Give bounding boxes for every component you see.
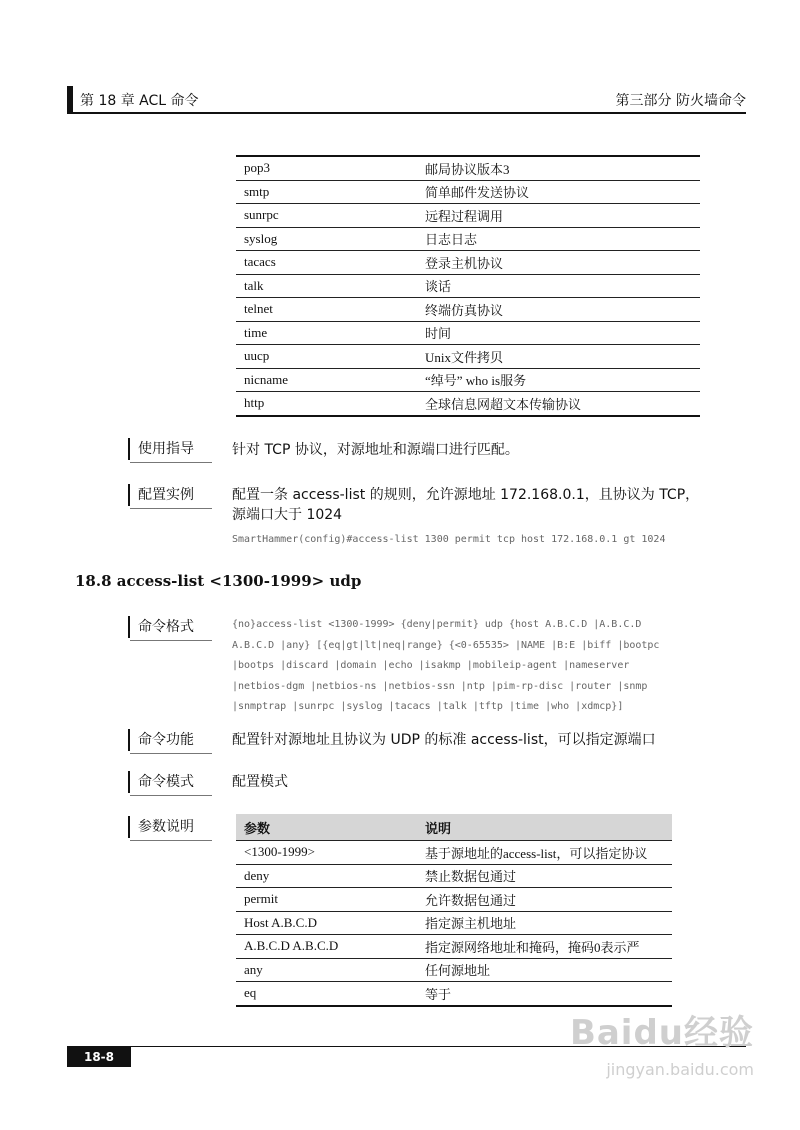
section-title: 18.8 access-list <1300-1999> udp (75, 572, 362, 590)
part-title: 第三部分 防火墙命令 (615, 93, 746, 109)
cell-desc: 基于源地址的access-list，可以指定协议 (417, 841, 672, 865)
example-text-line2: 源端口大于 1024 (232, 507, 343, 523)
cell-name: deny (236, 864, 417, 888)
cell-desc: “绰号” who is服务 (417, 368, 700, 392)
watermark-brand: Baidu经验 (569, 1013, 754, 1053)
format-line: |snmptrap |sunrpc |syslog |tacacs |talk |tftp |time |who |xdmcp}] (232, 701, 624, 712)
cell-desc: 时间 (417, 321, 700, 345)
usage-text: 针对 TCP 协议，对源地址和源端口进行匹配。 (232, 442, 519, 458)
ports-table (236, 155, 700, 417)
table-row (236, 911, 672, 935)
cell-desc: 谈话 (417, 274, 700, 298)
table-row (236, 368, 700, 392)
format-line: |netbios-dgm |netbios-ns |netbios-ssn |ntp |pim-rp-disc |router |snmp (232, 680, 648, 692)
cell-name: tacacs (236, 251, 417, 275)
function-label: 命令功能 (128, 729, 194, 751)
table-row (236, 180, 700, 204)
table-row (236, 298, 700, 322)
cell-name: telnet (236, 298, 417, 322)
cell-desc: 任何源地址 (417, 958, 672, 982)
cell-desc: 日志日志 (417, 227, 700, 251)
cell-desc: 允许数据包通过 (417, 888, 672, 912)
format-label: 命令格式 (128, 616, 194, 638)
cell-name: uucp (236, 345, 417, 369)
params-header-desc: 说明 (417, 814, 672, 841)
cell-name: time (236, 321, 417, 345)
chapter-title: 第 18 章 ACL 命令 (80, 93, 199, 109)
table-row (236, 841, 672, 865)
cell-desc: 等于 (417, 982, 672, 1006)
params-header-row (236, 814, 672, 841)
table-row (236, 345, 700, 369)
cell-desc: 远程过程调用 (417, 204, 700, 228)
format-line: {no}access-list <1300-1999> {deny|permit} udp {host A.B.C.D |A.B.C.D (232, 619, 642, 630)
cell-name: nicname (236, 368, 417, 392)
format-code (232, 615, 742, 718)
example-label: 配置实例 (128, 484, 194, 506)
watermark-url: jingyan.baidu.com (606, 1060, 754, 1079)
cell-desc: 简单邮件发送协议 (417, 180, 700, 204)
table-row (236, 321, 700, 345)
cell-name: any (236, 958, 417, 982)
cell-name: Host A.B.C.D (236, 911, 417, 935)
example-code: SmartHammer(config)#access-list 1300 permit tcp host 172.168.0.1 gt 1024 (232, 534, 666, 545)
cell-name: smtp (236, 180, 417, 204)
format-line: A.B.C.D |any} [{eq|gt|lt|neq|range} {<0-65535> |NAME |B:E |biff |bootpc (232, 639, 660, 651)
header-bar (67, 86, 73, 112)
cell-name: syslog (236, 227, 417, 251)
mode-label: 命令模式 (128, 771, 194, 793)
cell-desc: 指定源网络地址和掩码，掩码0表示严 (417, 935, 672, 959)
table-row (236, 156, 700, 180)
cell-desc: 终端仿真协议 (417, 298, 700, 322)
watermark (570, 1005, 754, 1079)
table-row (236, 251, 700, 275)
cell-name: talk (236, 274, 417, 298)
cell-desc: 指定源主机地址 (417, 911, 672, 935)
table-row (236, 392, 700, 416)
cell-name: pop3 (236, 156, 417, 180)
table-row (236, 888, 672, 912)
mode-text: 配置模式 (232, 774, 288, 790)
params-table (236, 814, 672, 1007)
usage-label: 使用指导 (128, 438, 194, 460)
params-header-param: 参数 (236, 814, 417, 841)
cell-desc: Unix文件拷贝 (417, 345, 700, 369)
header-rule (67, 112, 746, 114)
params-label: 参数说明 (128, 816, 194, 838)
table-row (236, 274, 700, 298)
cell-desc: 禁止数据包通过 (417, 864, 672, 888)
cell-name: <1300-1999> (236, 841, 417, 865)
example-text-line1: 配置一条 access-list 的规则，允许源地址 172.168.0.1，且协议为 TCP， (232, 487, 700, 503)
cell-name: A.B.C.D A.B.C.D (236, 935, 417, 959)
table-row (236, 935, 672, 959)
function-text: 配置针对源地址且协议为 UDP 的标准 access-list，可以指定源端口 (232, 732, 656, 748)
cell-name: permit (236, 888, 417, 912)
table-row (236, 958, 672, 982)
cell-desc: 全球信息网超文本传输协议 (417, 392, 700, 416)
page-number: 18-8 (67, 1047, 131, 1067)
cell-name: http (236, 392, 417, 416)
cell-name: eq (236, 982, 417, 1006)
table-row (236, 204, 700, 228)
format-line: |bootps |discard |domain |echo |isakmp |mobileip-agent |nameserver (232, 660, 630, 671)
table-row (236, 227, 700, 251)
cell-name: sunrpc (236, 204, 417, 228)
table-row (236, 982, 672, 1006)
cell-desc: 登录主机协议 (417, 251, 700, 275)
table-row (236, 864, 672, 888)
cell-desc: 邮局协议版本3 (417, 156, 700, 180)
